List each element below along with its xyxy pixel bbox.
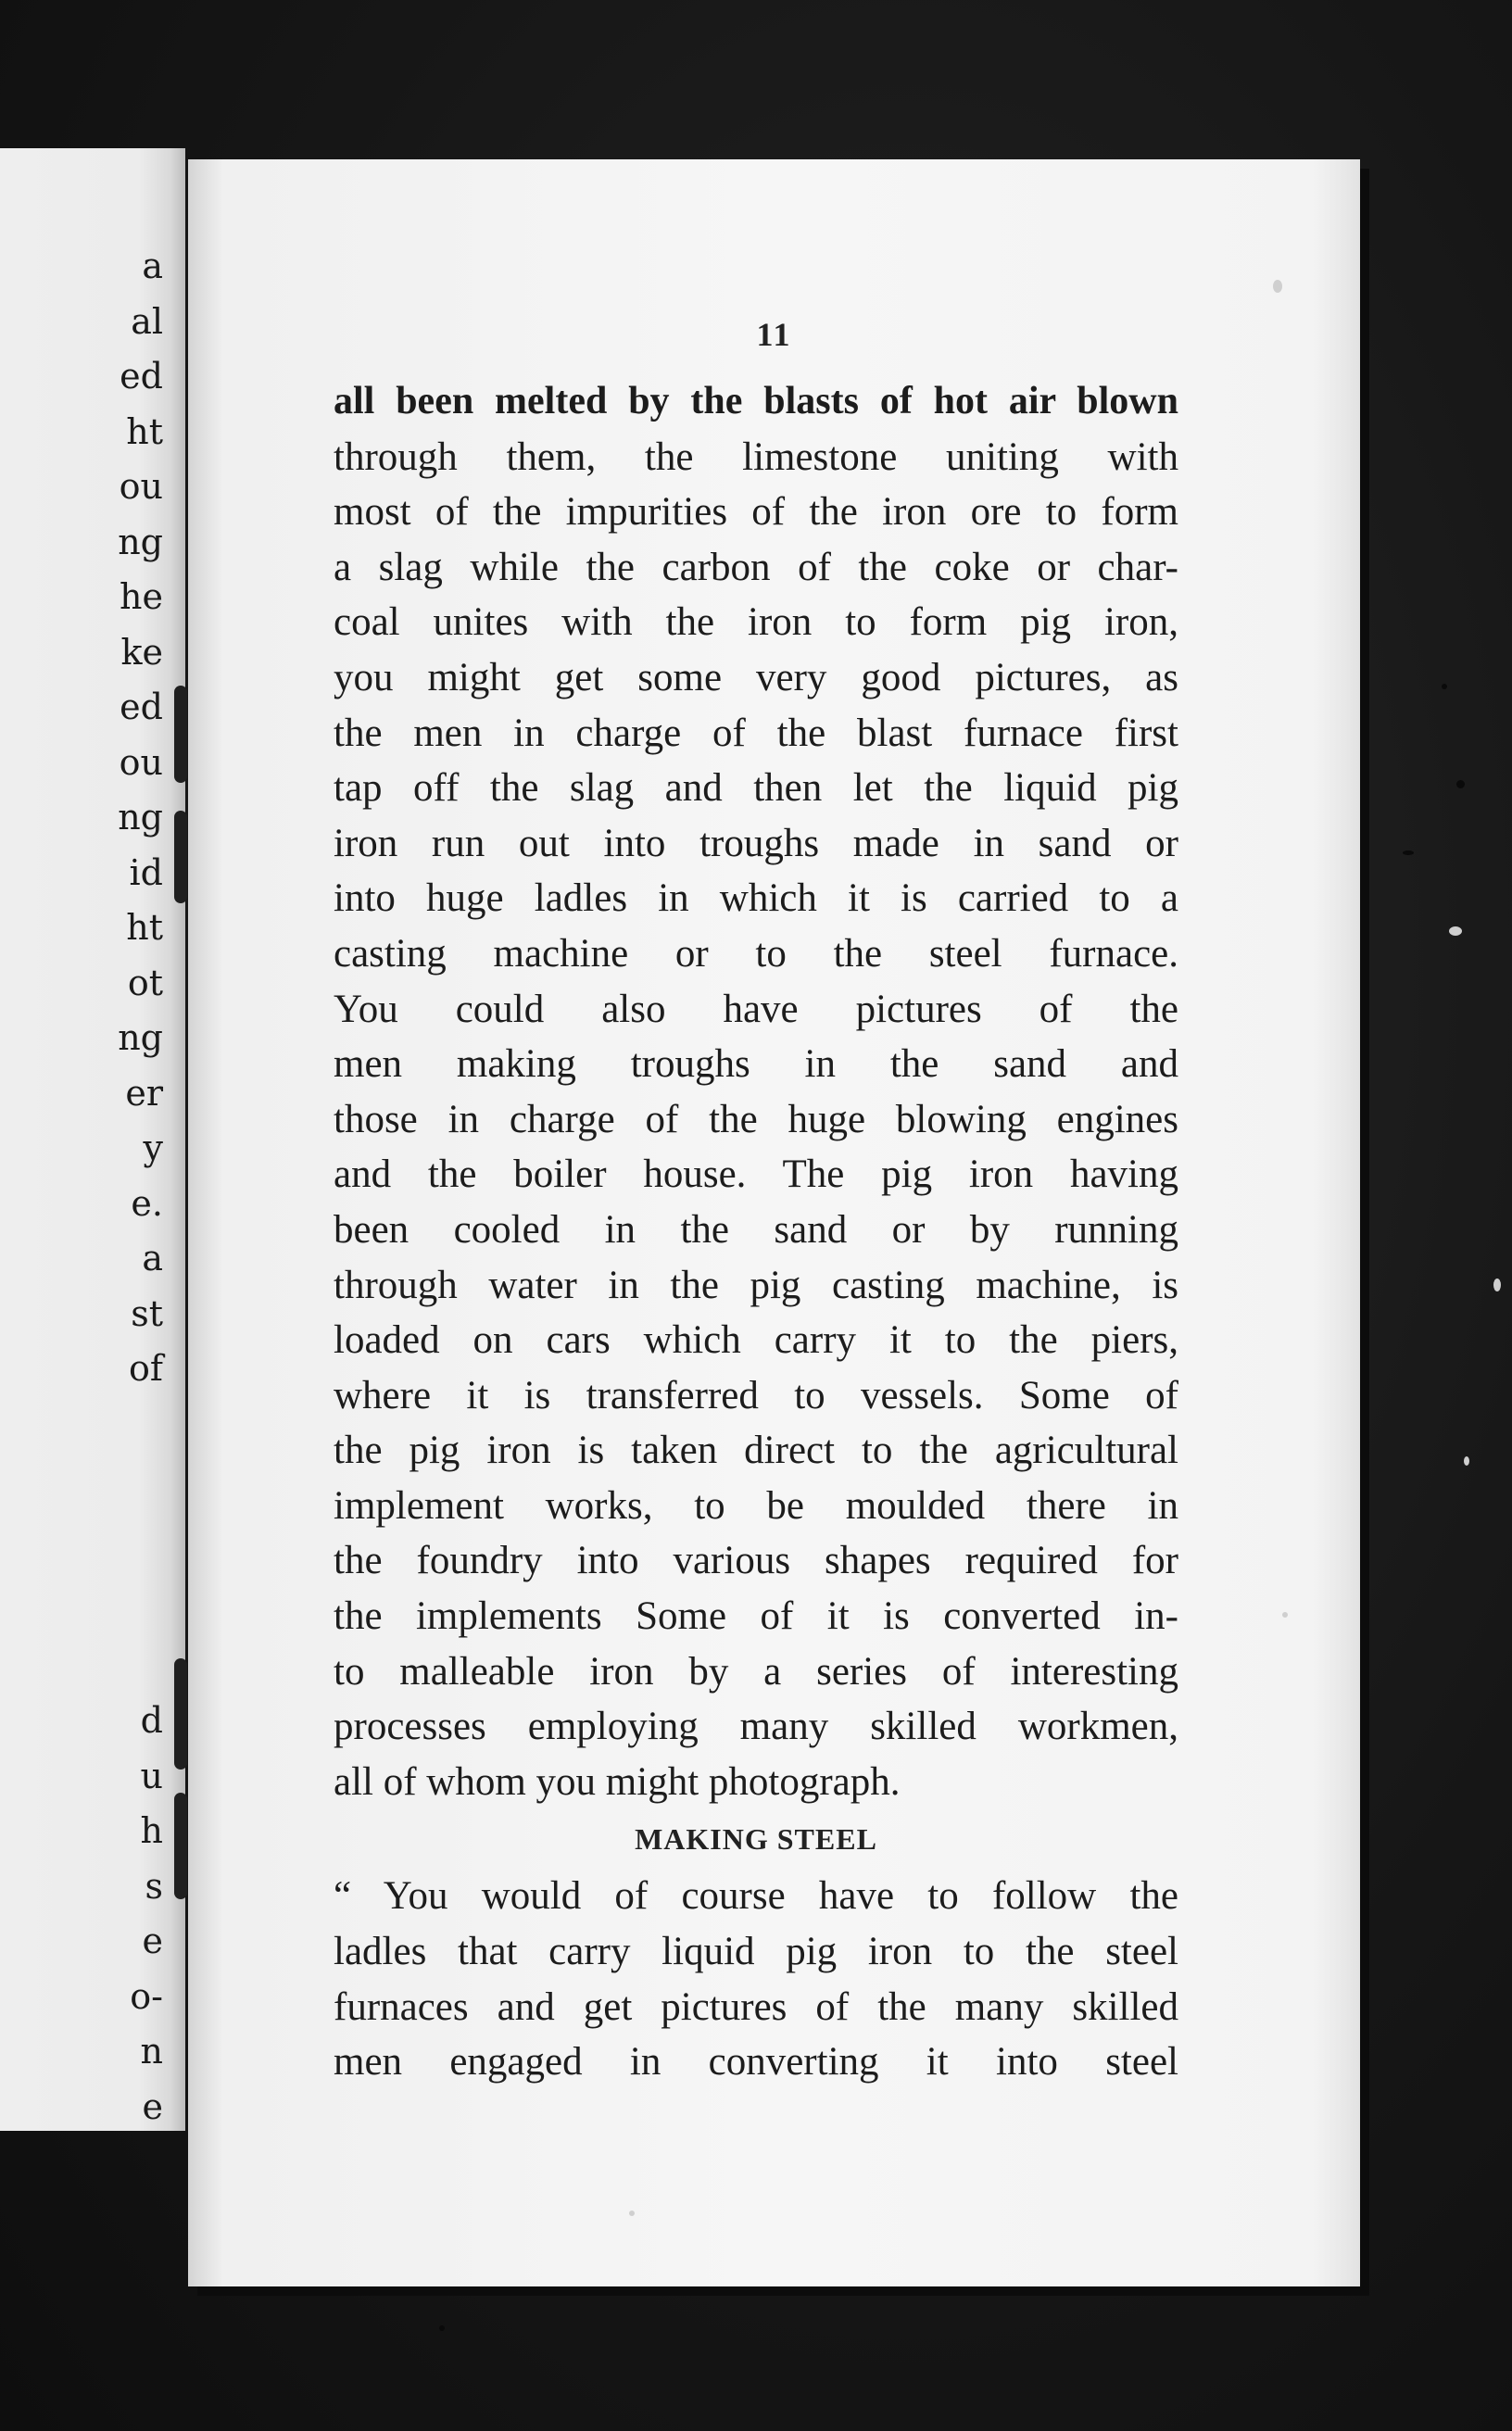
scan-speck: [1493, 1278, 1501, 1291]
text-line: You could also have pictures of the: [334, 987, 1178, 1031]
text-line: the foundry into various shapes required for: [334, 1539, 1178, 1583]
scan-speck: [1273, 280, 1282, 293]
text-line: you might get some very good pictures, as: [334, 655, 1178, 699]
text-fragment: e.: [131, 1182, 163, 1224]
text-fragment: ou: [119, 466, 163, 507]
text-line: through water in the pig casting machine, is: [334, 1263, 1178, 1307]
scan-speck: [1282, 1612, 1288, 1618]
text-fragment: u: [140, 1755, 163, 1796]
text-line: all been melted by the blasts of hot air blown: [334, 380, 1178, 422]
text-fragment: a: [142, 246, 163, 286]
binding-thread: [174, 686, 187, 783]
text-line: the pig iron is taken direct to the agricultural: [334, 1429, 1178, 1473]
text-fragment: ht: [126, 410, 163, 452]
text-fragment: st: [131, 1292, 163, 1334]
text-fragment: ou: [119, 741, 163, 783]
text-line: men engaged in converting it into steel: [334, 2040, 1178, 2085]
scan-speck: [1403, 850, 1414, 855]
scan-speck: [1456, 780, 1465, 788]
page-number: 11: [756, 316, 792, 353]
scan-speck: [1449, 926, 1462, 936]
text-line: loaded on cars which carry it to the piers,: [334, 1318, 1178, 1363]
text-line: through them, the limestone uniting with: [334, 435, 1178, 479]
text-fragment: e: [142, 2085, 163, 2127]
binding-thread: [174, 1793, 187, 1899]
text-line: furnaces and get pictures of the many skilled: [334, 1984, 1178, 2029]
text-fragment: ot: [127, 962, 163, 1003]
text-line: coal unites with the iron to form pig iron,: [334, 600, 1178, 645]
text-line: where it is transferred to vessels. Some of: [334, 1373, 1178, 1417]
text-line: all of whom you might photograph.: [334, 1759, 901, 1804]
paragraph: [334, 374, 1178, 1809]
text-line: those in charge of the huge blowing engines: [334, 1097, 1178, 1141]
text-line: most of the impurities of the iron ore to form: [334, 490, 1178, 535]
text-line: iron run out into troughs made in sand or: [334, 821, 1178, 865]
text-line: the implements Some of it is converted in-: [334, 1594, 1178, 1639]
text-fragment: er: [125, 1072, 163, 1114]
text-line: implement works, to be moulded there in: [334, 1483, 1178, 1528]
scan-speck: [629, 2211, 635, 2216]
facing-page: [0, 148, 185, 2131]
text-fragment: s: [145, 1865, 163, 1907]
text-line: ladles that carry liquid pig iron to the steel: [334, 1930, 1178, 1974]
text-fragment: he: [120, 576, 163, 617]
section-heading: MAKING STEEL: [635, 1822, 877, 1857]
text-line: men making troughs in the sand and: [334, 1042, 1178, 1087]
scan-speck: [1464, 1456, 1469, 1466]
scan-speck: [1442, 684, 1447, 689]
scan-speck: [439, 2325, 445, 2331]
text-fragment: ed: [120, 356, 163, 397]
text-fragment: of: [129, 1348, 163, 1389]
text-fragment: ng: [118, 1017, 163, 1058]
text-line: processes employing many skilled workmen,: [334, 1705, 1178, 1749]
text-fragment: a: [142, 1238, 163, 1278]
binding-thread: [174, 811, 187, 903]
binding-thread: [174, 1658, 187, 1770]
text-fragment: al: [131, 300, 163, 342]
text-line: the men in charge of the blast furnace first: [334, 711, 1178, 755]
paragraph: [334, 1869, 1178, 2089]
text-fragment: ht: [126, 907, 163, 948]
text-fragment: ed: [120, 686, 163, 727]
text-line: into huge ladles in which it is carried to a: [334, 876, 1178, 921]
text-line: been cooled in the sand or by running: [334, 1207, 1178, 1252]
text-line: tap off the slag and then let the liquid pig: [334, 766, 1178, 811]
text-fragment: y: [143, 1127, 163, 1168]
text-fragment: ng: [118, 797, 163, 838]
text-fragment: e: [142, 1921, 163, 1961]
text-fragment: ke: [120, 631, 163, 673]
book-page: [188, 159, 1360, 2286]
text-line: and the boiler house. The pig iron having: [334, 1153, 1178, 1197]
text-fragment: ng: [118, 521, 163, 562]
text-line: a slag while the carbon of the coke or char-: [334, 545, 1178, 589]
text-fragment: h: [140, 1810, 163, 1851]
text-line: to malleable iron by a series of interesting: [334, 1649, 1178, 1694]
text-fragment: n: [140, 2031, 163, 2072]
text-line: casting machine or to the steel furnace.: [334, 931, 1178, 976]
text-fragment: id: [129, 851, 163, 893]
page-body: [334, 374, 1178, 2090]
text-fragment: d: [140, 1700, 163, 1741]
text-line: “ You would of course have to follow the: [334, 1874, 1178, 1919]
text-fragment: o-: [130, 1975, 163, 2017]
